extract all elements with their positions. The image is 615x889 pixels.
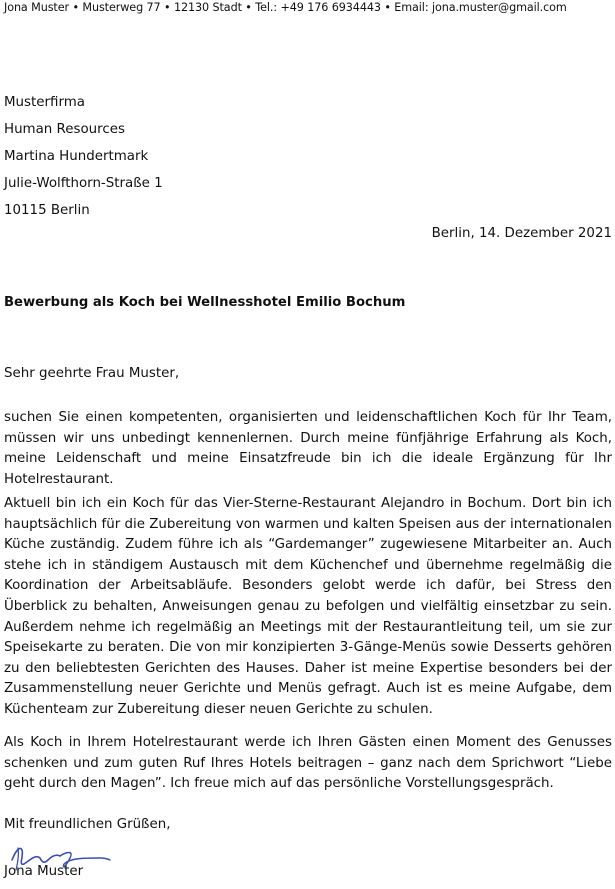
salutation: Sehr geehrte Frau Muster, [4,366,180,381]
closing-phrase: Mit freundlichen Grüßen, [4,817,171,832]
letter-date: Berlin, 14. Dezember 2021 [431,226,612,241]
recipient-street: Julie-Wolfthorn-Straße 1 [4,176,163,191]
sender-header: Jona Muster • Musterweg 77 • 12130 Stadt • Tel.: +49 176 6934443 • Email: jona.muster@gmail.com [4,1,567,14]
body-paragraph-1: suchen Sie einen kompetenten, organisierten und leidenschaftlichen Koch für Ihr Team, müssen wir uns unbedingt kennenlernen. Durch meine fünfjährige Erfahrung als Koch, meine Leidenschaft und meine Einsatzfreude bin ich die ideale Ergänzung für Ihr Hotelrestaurant. [4,410,612,487]
recipient-department: Human Resources [4,122,125,137]
recipient-city: 10115 Berlin [4,203,90,218]
body-paragraph-2: Aktuell bin ich ein Koch für das Vier-Sterne-Restaurant Alejandro in Bochum. Dort bin ich hauptsächlich für die Zubereitung von warmen und kalten Speisen aus der internationalen Küche zuständig. Zudem führe ich als “Gardemanger” zugewiesene Mitarbeiter an. Auch stehe ich in ständigem Austausch mit dem Küchenchef und übernehme regelmäßig die Koordination der Arbeitsabläufe. Besonders gelobt werde ich dafür, bei Stress den Überblick zu behalten, Anweisungen genau zu befolgen und vielfältig einsetzbar zu sein. Außerdem nehme ich regelmäßig an Meetings mit der Restaurantleitung teil, um sie zur Speisekarte zu beraten. Die von mir konzipierten 3-Gänge-Menüs sowie Desserts gehören zu den beliebtesten Gerichten des Hauses. Daher ist meine Expertise besonders bei der Zusammenstellung neuer Gerichte und Menüs gefragt. Auch ist es meine Aufgabe, dem Küchenteam zur Zubereitung dieser neuen Gerichte zu schulen. [4,496,612,717]
recipient-name: Martina Hundertmark [4,149,149,164]
signer-name: Jona Muster [4,864,84,879]
recipient-company: Musterfirma [4,95,85,110]
letter-subject: Bewerbung als Koch bei Wellnesshotel Emilio Bochum [4,295,406,310]
body-paragraph-3: Als Koch in Ihrem Hotelrestaurant werde ich Ihren Gästen einen Moment des Genusses schenken und zum guten Ruf Ihres Hotels beitragen – ganz nach dem Sprichwort “Liebe geht durch den Magen”. Ich freue mich auf das persönliche Vorstellungsgespräch. [4,735,612,792]
recipient-address [4,89,163,224]
